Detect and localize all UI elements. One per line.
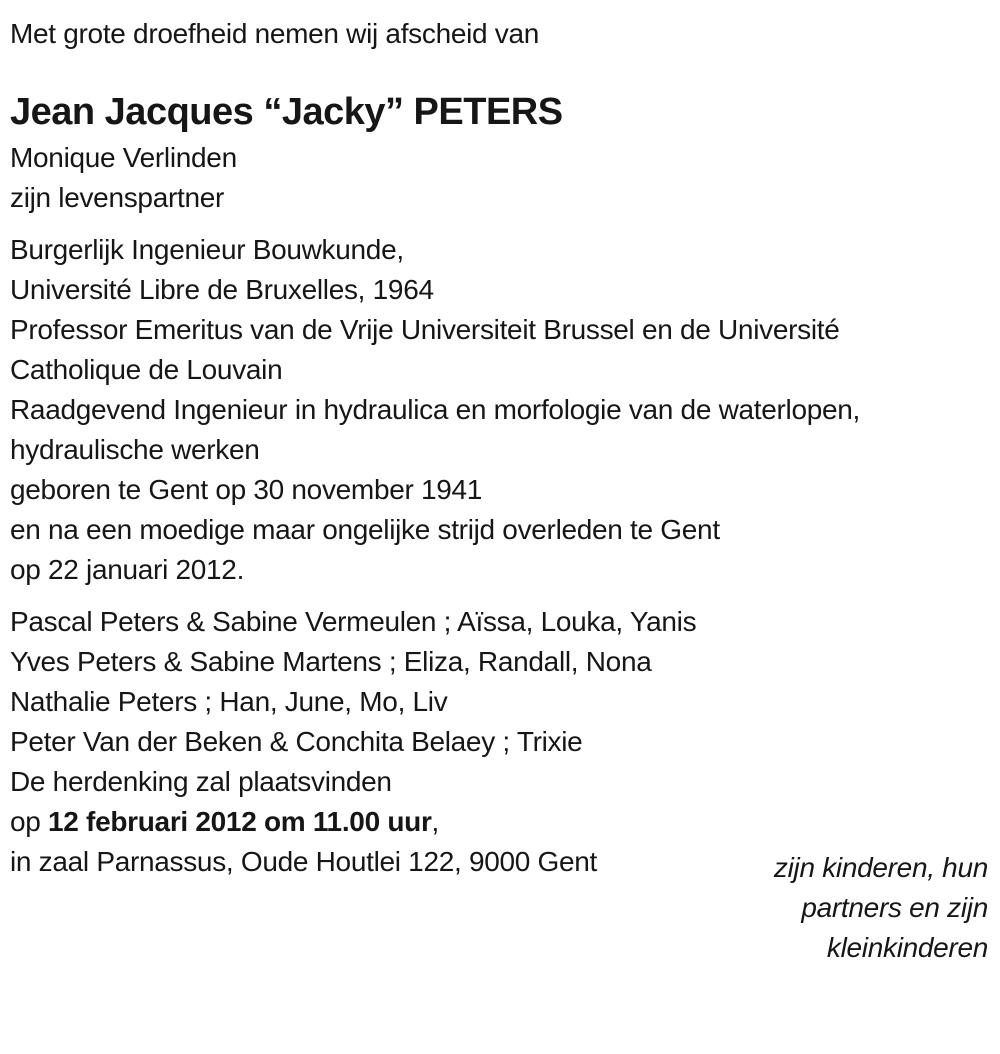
family-line: Yves Peters & Sabine Martens ; Eliza, Randall, Nona [10,646,652,677]
death-line-2: op 22 januari 2012. [10,554,245,585]
birth-line: geboren te Gent op 30 november 1941 [10,474,483,505]
family-caption-line: zijn kinderen, hun [773,852,988,883]
deceased-name: Jean Jacques “Jacky” PETERS [10,91,563,133]
partner-name: Monique Verlinden [10,142,237,173]
family-caption [774,848,988,968]
biography-line: Université Libre de Bruxelles, 1964 [10,274,434,305]
family-caption-line: kleinkinderen [826,932,988,963]
family-list [10,602,990,762]
family-line: Peter Van der Beken & Conchita Belaey ; Trixie [10,726,583,757]
family-caption-line: partners en zijn [801,892,988,923]
biography-line: Catholique de Louvain [10,354,283,385]
intro-line: Met grote droefheid nemen wij afscheid van [10,18,540,49]
ceremony-date [10,802,990,842]
biography-line: Professor Emeritus van de Vrije Universiteit Brussel en de Université [10,314,840,345]
ceremony-date-bold: 12 februari 2012 om 11.00 uur [48,806,432,837]
ceremony-intro: De herdenking zal plaatsvinden [10,766,392,797]
partner-relation: zijn levenspartner [10,182,225,213]
ceremony-date-prefix: op [10,806,49,837]
biography-line: Raadgevend Ingenieur in hydraulica en morfologie van de waterlopen, [10,394,861,425]
biography [10,230,990,470]
biography-line: hydraulische werken [10,434,260,465]
family-line: Pascal Peters & Sabine Vermeulen ; Aïssa, Louka, Yanis [10,606,697,637]
family-line: Nathalie Peters ; Han, June, Mo, Liv [10,686,448,717]
ceremony-date-suffix: , [431,806,440,837]
ceremony-location: in zaal Parnassus, Oude Houtlei 122, 9000 Gent [10,846,598,877]
death-line-1: en na een moedige maar ongelijke strijd overleden te Gent [10,514,720,545]
biography-line: Burgerlijk Ingenieur Bouwkunde, [10,234,404,265]
